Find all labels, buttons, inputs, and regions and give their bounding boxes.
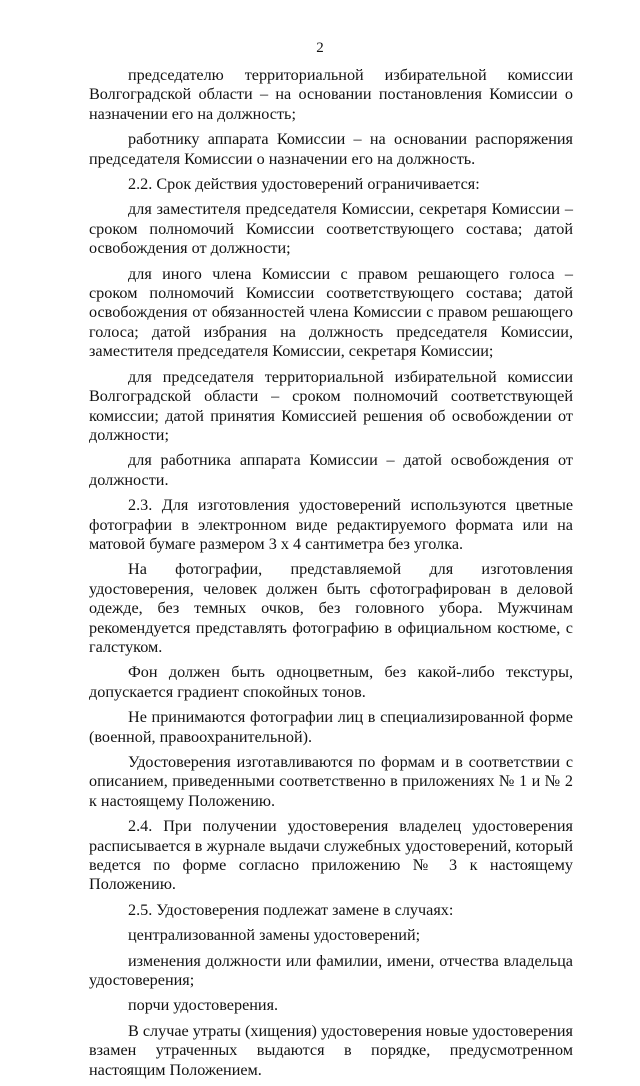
paragraph-6: для председателя территориальной избирательной комиссии Волгоградской области – сроком полномочий соответствующей комиссии; датой принятия Комиссией решения об освобождении от должности; xyxy=(89,367,573,444)
paragraph-3: 2.2. Срок действия удостоверений ограничивается: xyxy=(128,175,480,194)
page-number: 2 xyxy=(316,40,324,56)
paragraph-16: изменения должности или фамилии, имени, отчества владельца удостоверения; xyxy=(89,951,573,990)
paragraph-14: 2.5. Удостоверения подлежат замене в случаях: xyxy=(128,900,454,919)
paragraph-17: порчи удостоверения. xyxy=(128,996,279,1015)
paragraph-9: На фотографии, представляемой для изготовления удостоверения, человек должен быть сфотографирован в деловой одежде, без темных очков, без головного убора. Мужчинам рекомендуется представлять фотографию в официальном костюме, с галстуком. xyxy=(89,560,573,656)
paragraph-4: для заместителя председателя Комиссии, секретаря Комиссии – сроком полномочий Комиссии соответствующего состава; датой освобождения от должности; xyxy=(89,200,573,258)
paragraph-18: В случае утраты (хищения) удостоверения новые удостоверения взамен утраченных выдаются в порядке, предусмотренном настоящим Положением. xyxy=(89,1021,573,1079)
paragraph-8: 2.3. Для изготовления удостоверений используются цветные фотографии в электронном виде редактируемого формата или на матовой бумаге размером 3 х 4 сантиметра без уголка. xyxy=(89,496,573,553)
paragraph-7: для работника аппарата Комиссии – датой освобождения от должности. xyxy=(89,451,573,489)
paragraph-10: Фон должен быть одноцветным, без какой-либо текстуры, допускается градиент спокойных тонов. xyxy=(89,663,573,701)
document-body xyxy=(89,66,573,1086)
paragraph-5: для иного члена Комиссии с правом решающего голоса – сроком полномочий Комиссии соответствующего состава; датой освобождения от обязанностей члена Комиссии с правом решающего голоса; датой избрания на должность председателя Комиссии, заместителя председателя Комиссии, секретаря Комиссии; xyxy=(89,264,573,361)
paragraph-12: Удостоверения изготавливаются по формам и в соответствии с описанием, приведенными соответственно в приложениях № 1 и № 2 к настоящему Положению. xyxy=(89,753,573,810)
paragraph-13: 2.4. При получении удостоверения владелец удостоверения расписывается в журнале выдачи служебных удостоверений, который ведется по форме согласно приложению № 3 к настоящему Положению. xyxy=(89,817,573,894)
paragraph-2: работнику аппарата Комиссии – на основании распоряжения председателя Комиссии о назначении его на должность. xyxy=(89,130,573,168)
paragraph-1: председателю территориальной избирательной комиссии Волгоградской области – на основании постановления Комиссии о назначении его на должность; xyxy=(89,66,573,123)
paragraph-15: централизованной замены удостоверений; xyxy=(128,926,421,945)
paragraph-11: Не принимаются фотографии лиц в специализированной форме (военной, правоохранительной). xyxy=(89,708,573,746)
